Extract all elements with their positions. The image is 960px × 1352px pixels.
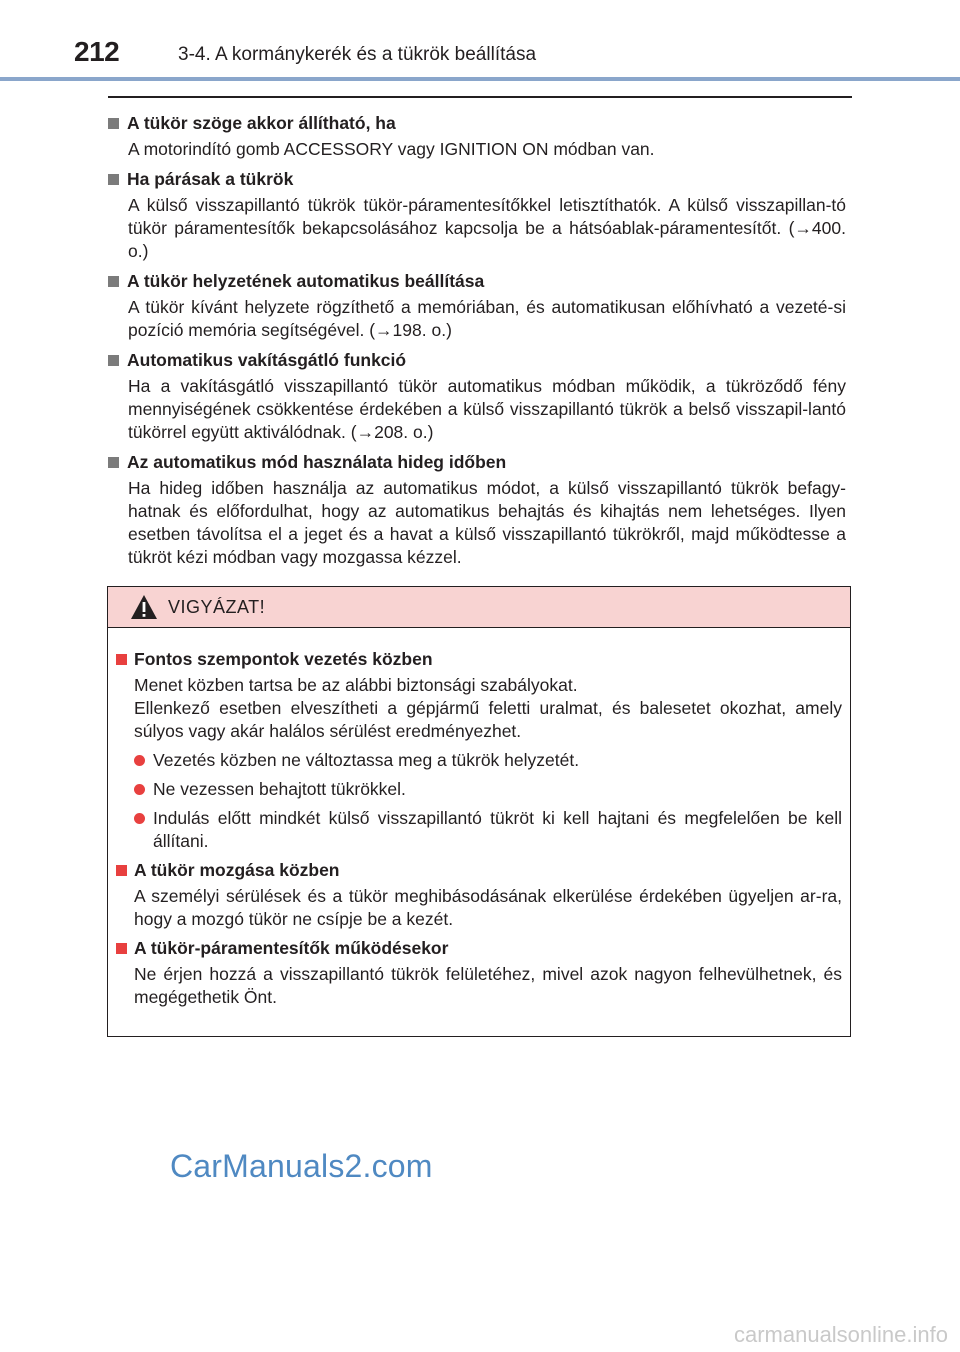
section-cold-weather [108,449,846,569]
section-title: Automatikus vakításgátló funkció [127,350,407,370]
section-auto-position [108,268,846,342]
red-dot-icon [134,813,145,824]
warning-section-mirror-moving [116,857,842,931]
bullet-item [116,778,842,801]
bullet-text: Indulás előtt mindkét külső visszapillantó tükröt ki kell hajtani és megfelelően be kell állítani. [153,808,842,851]
section-title: Az automatikus mód használata hideg időben [127,452,507,472]
info-sections [108,110,846,574]
section-body: A tükör kívánt helyzete rögzíthető a memóriában, és automatikusan előhívható a vezeté-si pozíció memória segítségével. (→198. o.) [128,297,846,340]
warning-box [107,586,851,1037]
warning-body [108,628,850,1009]
content-top-rule [108,96,852,98]
warning-section-body: Menet közben tartsa be az alábbi biztonsági szabályokat. [134,675,578,695]
page-number: 212 [74,36,120,67]
warning-triangle-icon [130,594,158,620]
red-dot-icon [134,784,145,795]
gray-square-icon [108,174,119,185]
warning-label: VIGYÁZAT! [168,596,266,617]
warning-section-title: Fontos szempontok vezetés közben [134,649,433,669]
header-divider [0,77,960,81]
section-body: A motorindító gomb ACCESSORY vagy IGNITION ON módban van. [128,139,655,159]
warning-section-title: A tükör mozgása közben [134,860,340,880]
gray-square-icon [108,457,119,468]
gray-square-icon [108,276,119,287]
red-square-icon [116,654,127,665]
section-title: A tükör helyzetének automatikus beállítása [127,271,485,291]
bullet-text: Vezetés közben ne változtassa meg a tükrök helyzetét. [153,750,580,770]
red-dot-icon [134,755,145,766]
gray-square-icon [108,118,119,129]
bullet-item [116,749,842,772]
warning-header [108,587,850,628]
warning-section-body: Ne érjen hozzá a visszapillantó tükrök felületéhez, mivel azok nagyon felhevülhetnek, és megégethetik Önt. [134,964,842,1007]
bullet-item [116,807,842,853]
section-mirror-fogged [108,166,846,263]
section-body: Ha hideg időben használja az automatikus módot, a külső visszapillantó tükrök befagy-hatnak és előfordulhat, hogy az automatikus behajtás és kihajtás nem lehetséges. Ilyen esetben távolítsa el a jeget és a havat a külső visszapillantó tükrökről, majd működtesse a tükröt kézi módban vagy mozgassa kézzel. [128,478,846,567]
section-anti-glare [108,347,846,444]
warning-section-defogger [116,935,842,1009]
warning-section-driving [116,646,842,853]
warning-section-body: Ellenkező esetben elveszítheti a gépjármű feletti uralmat, és balesetet okozhat, amely súlyos vagy akár halálos sérülést eredményezhet. [134,698,842,741]
section-title: A tükör szöge akkor állítható, ha [127,113,396,133]
red-square-icon [116,943,127,954]
section-body: A külső visszapillantó tükrök tükör-páramentesítőkkel letisztíthatók. A külső visszapillan-tó tükör páramentesítők bekapcsolásához kapcsolja be a hátsóablak-páramentesítőt. (→400. o.) [128,195,846,261]
bullet-text: Ne vezessen behajtott tükrökkel. [153,779,406,799]
chapter-title: 3-4. A kormánykerék és a tükrök beállítása [178,44,537,65]
section-title: Ha párásak a tükrök [127,169,294,189]
warning-section-title: A tükör-páramentesítők működésekor [134,938,449,958]
warning-section-body: A személyi sérülések és a tükör meghibásodásának elkerülése érdekében ügyeljen ar-ra, hogy a mozgó tükör ne csípje be a kezét. [134,886,842,929]
section-tilt-conditions [108,110,846,161]
footer-watermark: carmanualsonline.info [733,1322,948,1347]
section-body: Ha a vakításgátló visszapillantó tükör automatikus módban működik, a tükröződő fény mennyiségének csökkentése érdekében a külső visszapillantó tükrök a belső visszapil-lantó tükörrel együtt aktiválódnak. (→208. o.) [128,376,846,442]
page-header [0,0,960,80]
gray-square-icon [108,355,119,366]
watermark-logo: CarManuals2.com [170,1148,433,1184]
red-square-icon [116,865,127,876]
